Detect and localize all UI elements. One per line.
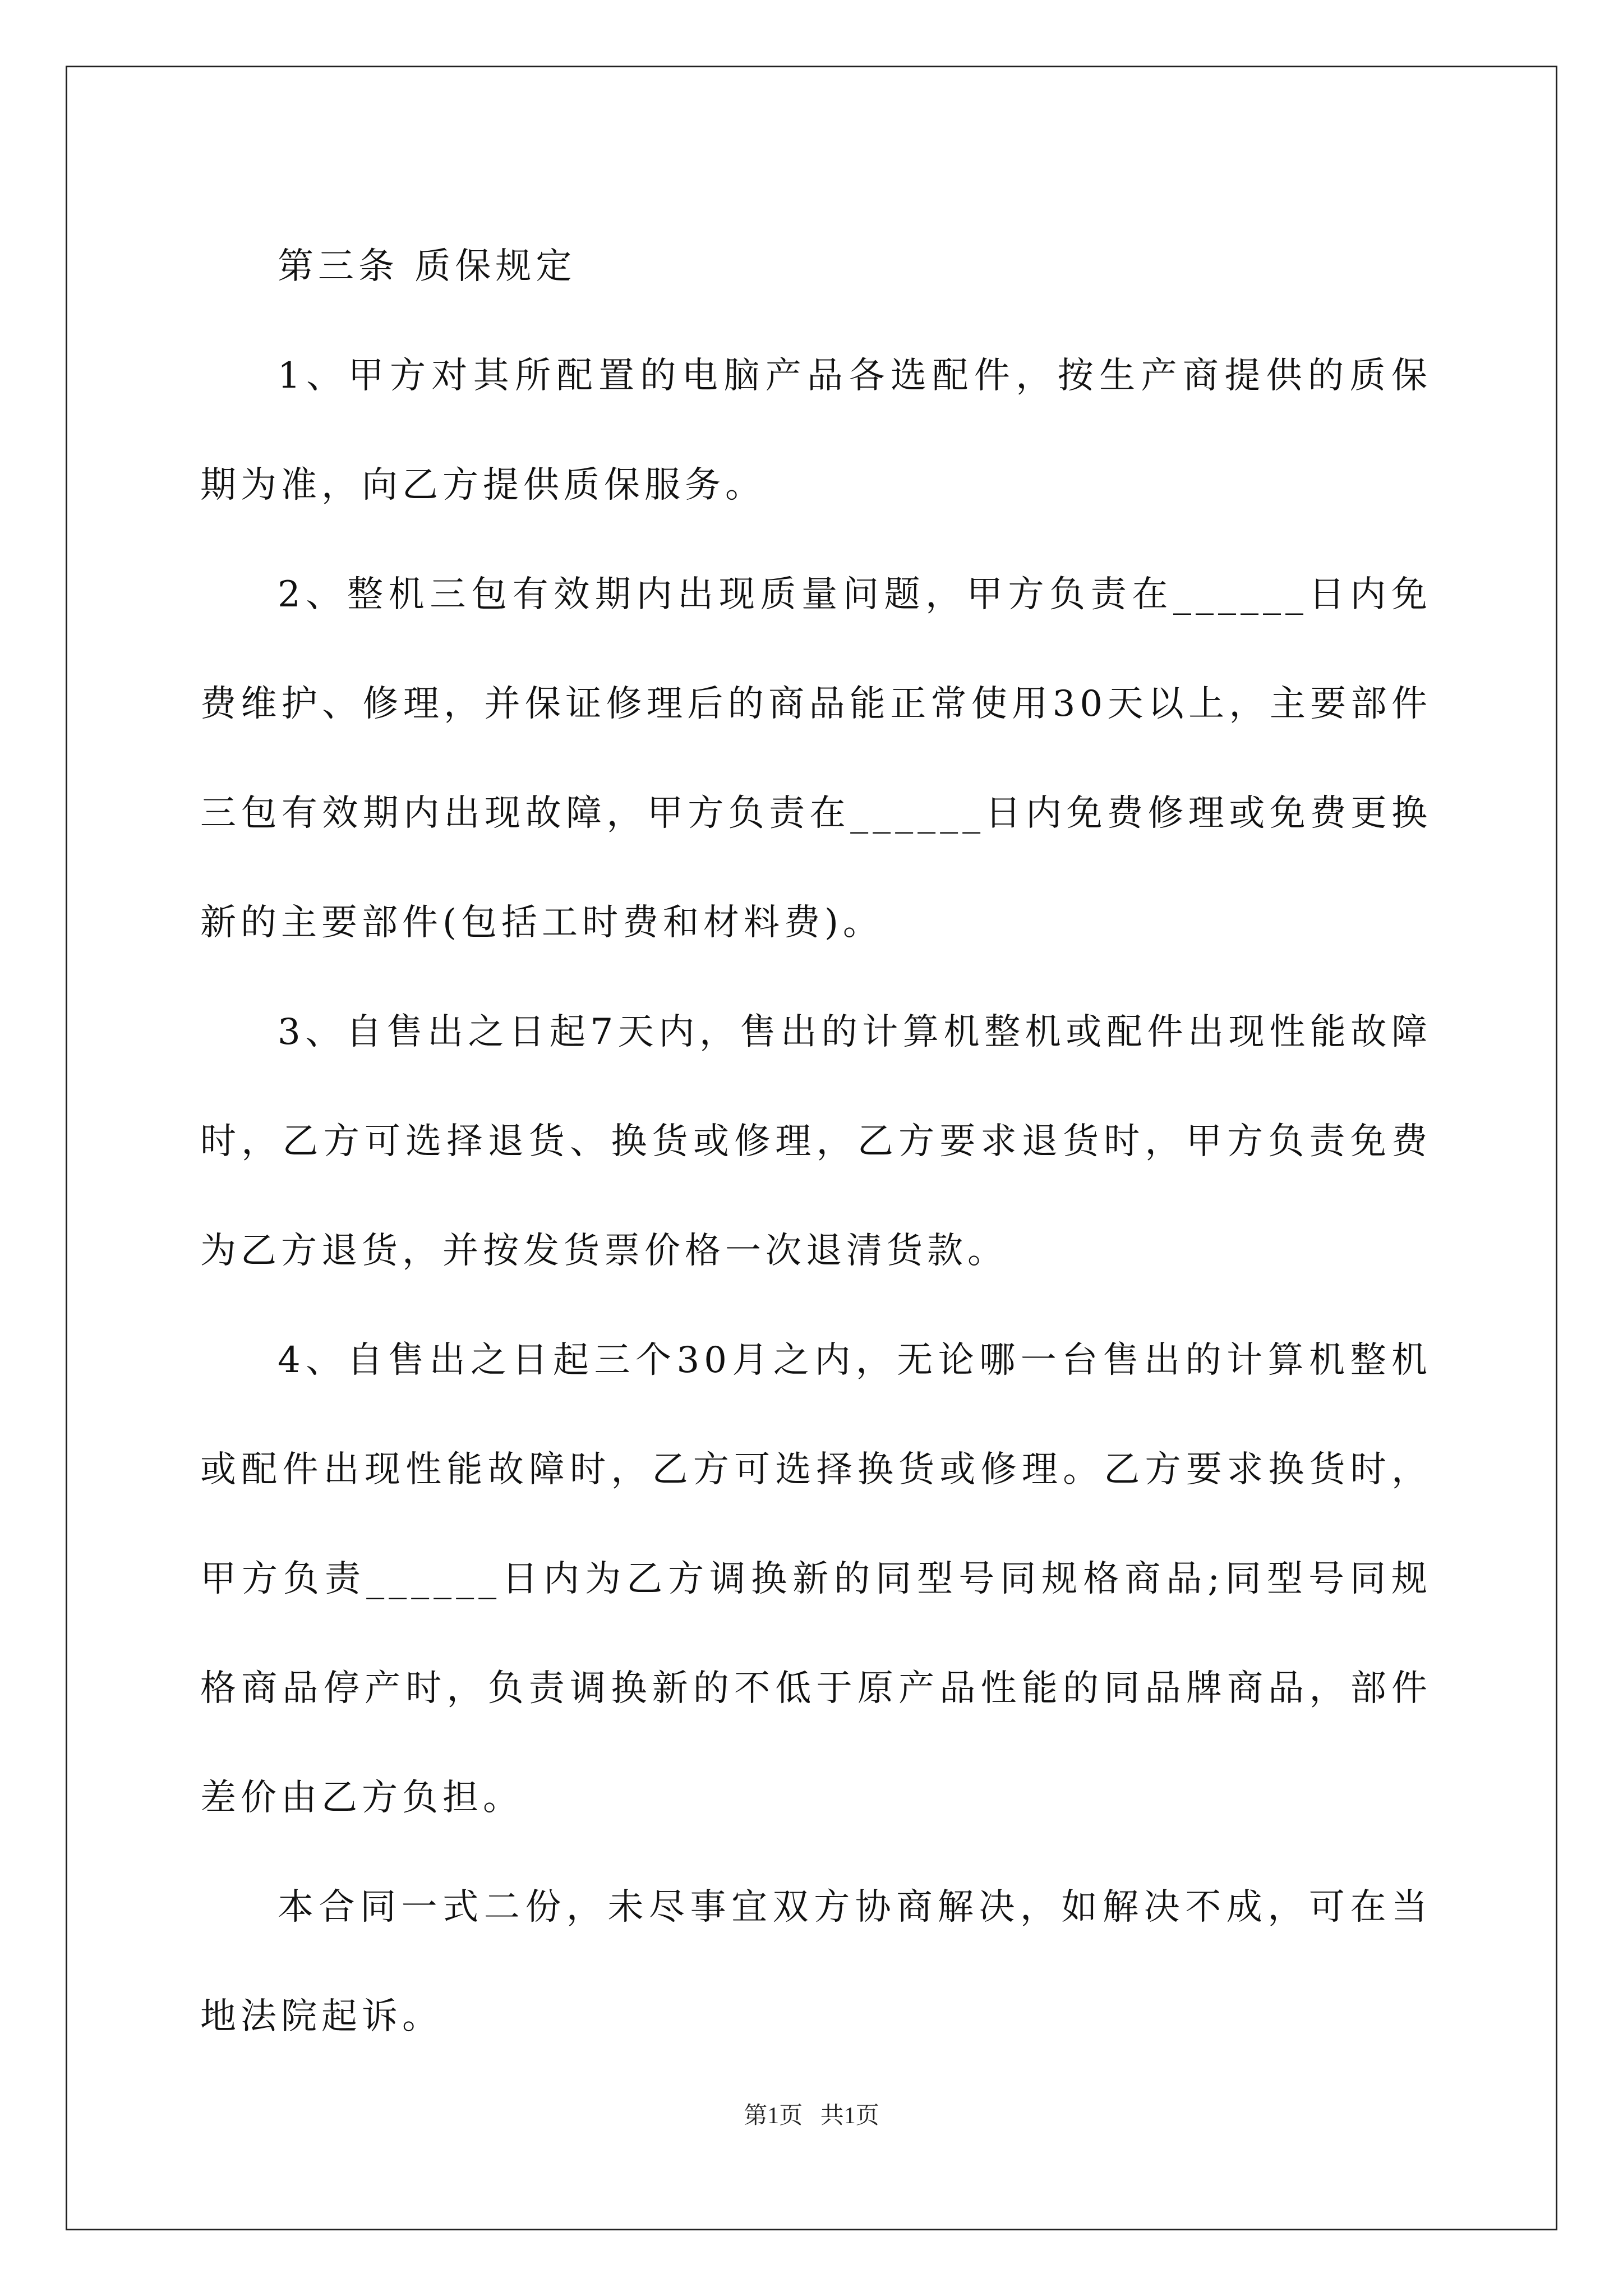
- document-body: [200, 212, 1432, 2072]
- paragraph-clause-3: 3、自售出之日起7天内，售出的计算机整机或配件出现性能故障时，乙方可选择退货、换货或修理，乙方要求退货时，甲方负责免费为乙方退货，并按发货票价格一次退清货款。: [200, 1011, 1432, 1272]
- paragraph-clause-4: 4、自售出之日起三个30月之内，无论哪一台售出的计算机整机或配件出现性能故障时，乙方可选择换货或修理。乙方要求换货时，甲方负责______日内为乙方调换新的同型号同规格商品;同型号同规格商品停产时，负责调换新的不低于原产品性能的同品牌商品，部件差价由乙方负担。: [200, 1340, 1432, 1819]
- page-footer: 第1页 共1页: [744, 2103, 879, 2129]
- section-heading: 第三条 质保规定: [278, 246, 577, 287]
- paragraph-clause-1: 1、甲方对其所配置的电脑产品各选配件，按生产商提供的质保期为准，向乙方提供质保服务。: [200, 355, 1432, 506]
- paragraph-closing: 本合同一式二份，未尽事宜双方协商解决，如解决不成，可在当地法院起诉。: [200, 1887, 1432, 2037]
- paragraph-clause-2: 2、整机三包有效期内出现质量问题，甲方负责在______日内免费维护、修理，并保证修理后的商品能正常使用30天以上，主要部件三包有效期内出现故障，甲方负责在______日内免费修理或免费更换新的主要部件(包括工时费和材料费)。: [200, 574, 1432, 944]
